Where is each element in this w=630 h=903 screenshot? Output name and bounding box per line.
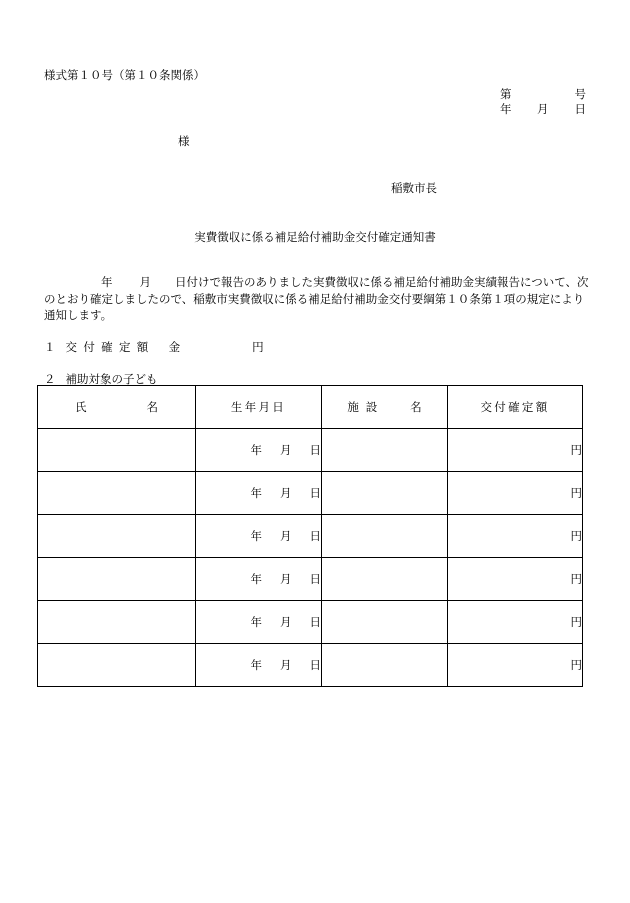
header-amount: 交付確定額 [448, 386, 583, 429]
item-1-label: 交付確定額 [65, 340, 155, 354]
birthdate-cell[interactable] [196, 601, 322, 644]
child-name-cell[interactable] [38, 472, 196, 515]
amount-cell[interactable] [448, 601, 583, 644]
body-year: 年 [101, 275, 113, 289]
birth-year: 年 [250, 443, 262, 457]
document-title: 実費徴収に係る補足給付補助金交付確定通知書 [194, 230, 436, 244]
birth-year: 年 [250, 486, 262, 500]
birth-month: 月 [280, 529, 292, 543]
amount-cell[interactable] [448, 429, 583, 472]
issuer-name: 稲敷市長 [391, 181, 437, 195]
amount-cell[interactable] [448, 515, 583, 558]
amount-cell[interactable] [448, 558, 583, 601]
birthdate-cell[interactable] [196, 644, 322, 687]
table-row [38, 429, 583, 472]
birth-day: 日 [309, 572, 321, 586]
facility-name-cell[interactable] [322, 472, 448, 515]
child-name-cell[interactable] [38, 429, 196, 472]
amount-yen: 円 [570, 615, 582, 629]
amount-yen: 円 [570, 572, 582, 586]
amount-yen: 円 [570, 529, 582, 543]
birth-day: 日 [309, 658, 321, 672]
body-text: 日付けで報告のありました実費徴収に係る補足給付補助金実績報告について、次のとおり確定しましたので、稲敷市実費徴収に係る補足給付補助金交付要綱第１０条第１項の規定により通知します。 [44, 275, 589, 322]
date-month: 月 [537, 102, 549, 116]
children-table [37, 385, 583, 687]
body-paragraph [44, 274, 592, 324]
facility-name-cell[interactable] [322, 644, 448, 687]
birth-year: 年 [250, 529, 262, 543]
amount-yen: 円 [570, 658, 582, 672]
amount-yen: 円 [570, 486, 582, 500]
table-row [38, 472, 583, 515]
date-year: 年 [500, 102, 512, 116]
table-row [38, 515, 583, 558]
body-month: 月 [139, 275, 151, 289]
birthdate-cell[interactable] [196, 429, 322, 472]
table-row [38, 601, 583, 644]
facility-name-cell[interactable] [322, 601, 448, 644]
birthdate-cell[interactable] [196, 558, 322, 601]
birth-month: 月 [280, 615, 292, 629]
header-birthdate: 生年月日 [196, 386, 322, 429]
table-row [38, 644, 583, 687]
item-1-amount [44, 339, 264, 355]
item-1-yen: 円 [252, 340, 264, 354]
item-2-number: ２ [44, 372, 56, 386]
birth-year: 年 [250, 615, 262, 629]
facility-name-cell[interactable] [322, 515, 448, 558]
amount-cell[interactable] [448, 644, 583, 687]
birth-month: 月 [280, 443, 292, 457]
child-name-cell[interactable] [38, 558, 196, 601]
facility-name-cell[interactable] [322, 558, 448, 601]
header-name: 氏 名 [38, 386, 196, 429]
form-number: 様式第１０号（第１０条関係） [44, 68, 205, 82]
birth-month: 月 [280, 486, 292, 500]
header-facility: 施設 名 [322, 386, 448, 429]
item-1-kin: 金 [168, 340, 181, 354]
table-row [38, 558, 583, 601]
birth-year: 年 [250, 658, 262, 672]
number-prefix: 第 [500, 87, 512, 101]
table-header-row [38, 386, 583, 429]
birth-month: 月 [280, 572, 292, 586]
number-suffix: 号 [574, 87, 586, 101]
birth-day: 日 [309, 443, 321, 457]
facility-name-cell[interactable] [322, 429, 448, 472]
child-name-cell[interactable] [38, 601, 196, 644]
item-1-number: １ [44, 340, 56, 354]
birthdate-cell[interactable] [196, 515, 322, 558]
addressee-honorific: 様 [178, 134, 190, 148]
birth-month: 月 [280, 658, 292, 672]
birth-year: 年 [250, 572, 262, 586]
amount-yen: 円 [570, 443, 582, 457]
item-2-label: 補助対象の子ども [65, 372, 158, 386]
date-day: 日 [574, 102, 586, 116]
birth-day: 日 [309, 529, 321, 543]
birth-day: 日 [309, 615, 321, 629]
amount-cell[interactable] [448, 472, 583, 515]
child-name-cell[interactable] [38, 515, 196, 558]
birth-day: 日 [309, 486, 321, 500]
child-name-cell[interactable] [38, 644, 196, 687]
birthdate-cell[interactable] [196, 472, 322, 515]
